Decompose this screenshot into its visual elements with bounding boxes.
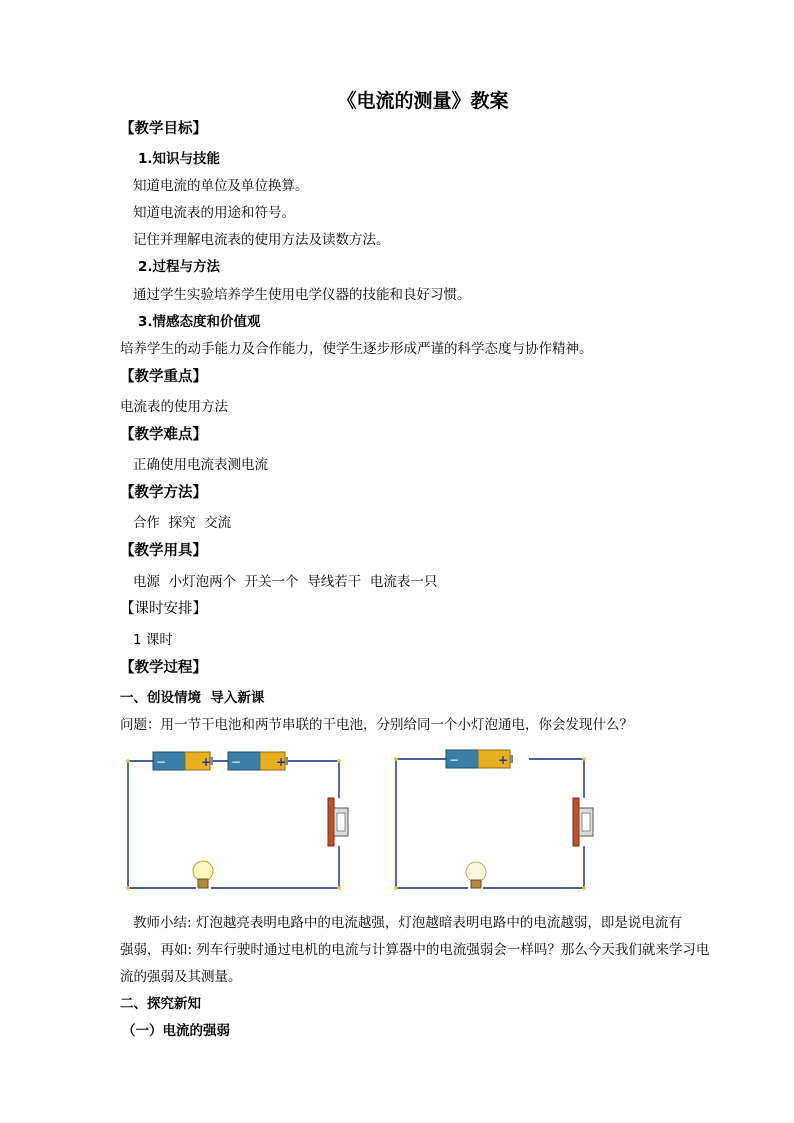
knowledge-item-3: 记住并理解电流表的使用方法及读数方法。 [133,232,390,248]
summary-line-3: 流的强弱及其测量。 [120,969,242,985]
battery-plus-label: + [498,753,509,767]
battery-minus-label: − [231,755,242,769]
battery-plus-label: + [276,755,287,769]
switch-icon [328,798,348,846]
part1-title: 一、创设情境 导入新课 [120,690,265,706]
summary-line-2: 强弱，再如: 列车行驶时通过电机的电流与计算器中的电流强弱会一样吗？那么今天我们就来学习电 [120,942,710,958]
question-text: 问题：用一节干电池和两节串联的干电池，分别给同一个小灯泡通电，你会发现什么？ [120,717,633,733]
process-item-1: 通过学生实验培养学生使用电学仪器的技能和良好习惯。 [133,287,471,303]
part2-subtitle: （一）电流的强弱 [122,1023,230,1039]
circuit-two-batteries [118,742,358,902]
part2-title: 二、探究新知 [120,996,201,1012]
process-label: 2.过程与方法 [138,259,221,275]
goals-heading: 【教学目标】 [120,121,207,137]
tools-text: 电源 小灯泡两个 开关一个 导线若干 电流表一只 [133,574,438,590]
battery-icon [446,750,513,768]
difficulty-text: 正确使用电流表测电流 [133,457,268,473]
knowledge-label: 1.知识与技能 [138,151,221,167]
difficulty-heading: 【教学难点】 [120,427,207,443]
procedure-heading: 【教学过程】 [120,660,207,676]
page-title: 《电流的测量》教案 [337,90,509,112]
light-bulb-icon [466,862,486,888]
battery-plus-label: + [201,755,212,769]
knowledge-item-2: 知道电流表的用途和符号。 [133,205,295,221]
schedule-text: 1 课时 [133,632,173,648]
battery-minus-label: − [449,753,460,767]
emotion-item-1: 培养学生的动手能力及合作能力，使学生逐步形成严谨的科学态度与协作精神。 [120,341,593,357]
method-text: 合作 探究 交流 [133,515,232,531]
battery-minus-label: − [156,755,167,769]
switch-icon [573,798,593,846]
battery-icon [153,752,213,770]
light-bulb-icon [193,861,213,888]
summary-line-1: 教师小结: 灯泡越亮表明电路中的电流越强，灯泡越暗表明电路中的电流越弱，即是说电流有 [133,915,682,931]
key-point-text: 电流表的使用方法 [120,399,228,415]
key-point-heading: 【教学重点】 [120,369,207,385]
schedule-heading: 【课时安排】 [120,601,207,617]
battery-icon [228,752,288,770]
method-heading: 【教学方法】 [120,485,207,501]
tools-heading: 【教学用具】 [120,543,207,559]
knowledge-item-1: 知道电流的单位及单位换算。 [133,178,309,194]
emotion-label: 3.情感态度和价值观 [138,314,261,330]
circuit-one-battery [386,742,596,902]
